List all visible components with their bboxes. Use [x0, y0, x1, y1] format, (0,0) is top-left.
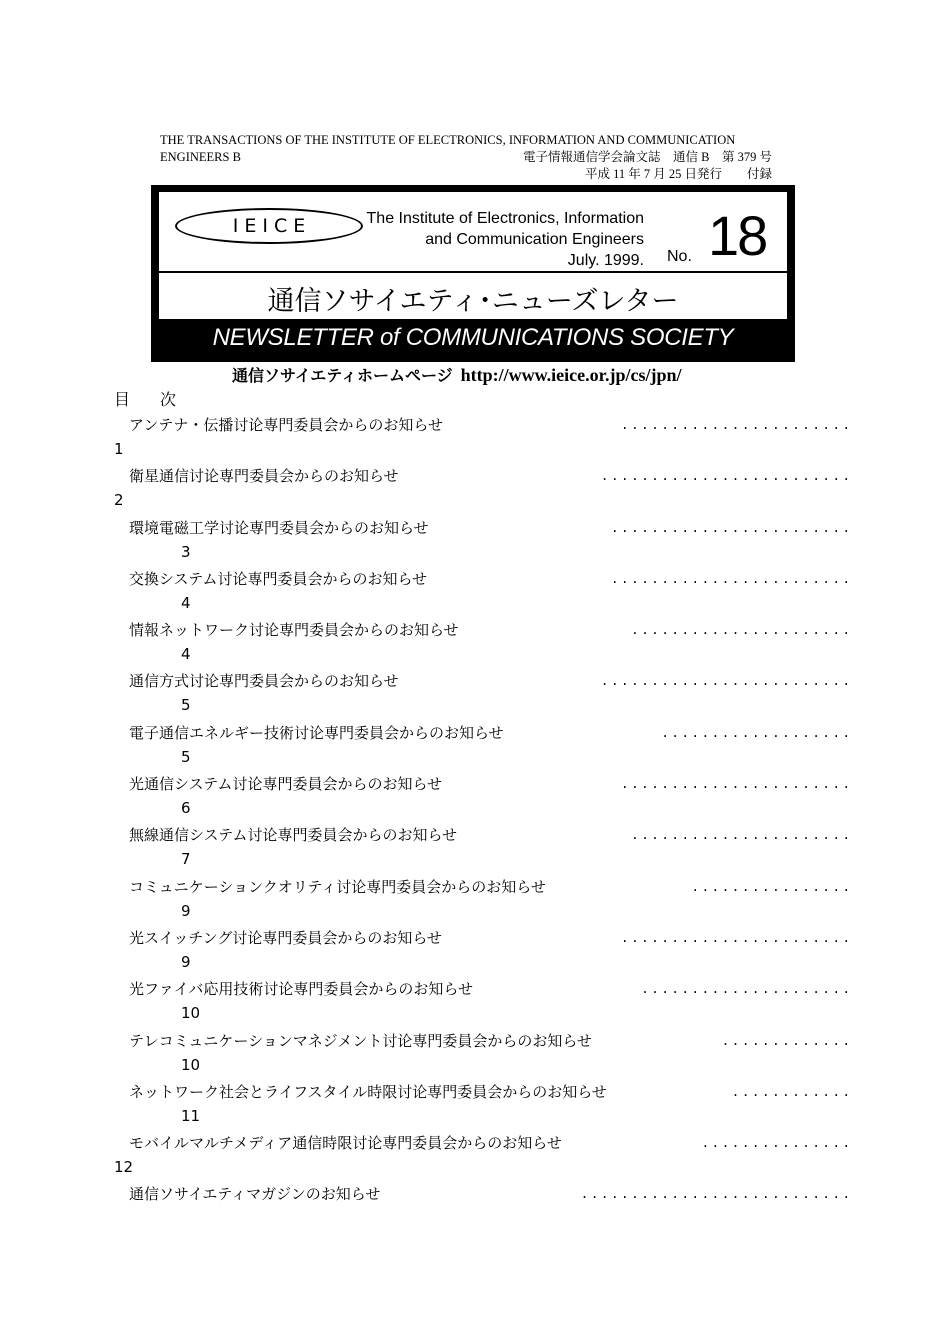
journal-name-en: THE TRANSACTIONS OF THE INSTITUTE OF ELECTRONICS, INFORMATION AND COMMUNICATION [160, 133, 736, 147]
toc-dot-leader: ........................ [612, 517, 854, 536]
toc-entry-page: 4 [181, 645, 191, 664]
toc-dot-leader: ....................... [622, 927, 854, 946]
toc-entry-title: コミュニケーションクオリティ讨论専門委員会からのお知らせ [129, 877, 546, 896]
toc-dot-leader: ............ [733, 1081, 854, 1100]
toc-entry[interactable] [114, 773, 854, 824]
journal-name-en-cont: ENGINEERS B [160, 150, 241, 164]
issue-date: July. 1999. [567, 252, 644, 269]
toc-entry-title: 通信方式讨论専門委員会からのお知らせ [129, 672, 399, 691]
banner-title-panel [159, 273, 787, 319]
toc-heading-char1: 目 [114, 390, 131, 409]
toc-dot-leader: ............. [723, 1030, 854, 1049]
toc-entry-page: 3 [181, 542, 191, 561]
ieice-logo-text: IEICE [232, 215, 312, 237]
toc-dot-leader: ...................... [632, 620, 854, 639]
toc-entry[interactable] [114, 619, 854, 670]
toc-entry[interactable] [114, 1081, 854, 1132]
toc-entry-title: テレコミュニケーションマネジメント讨论専門委員会からのお知らせ [129, 1031, 592, 1050]
toc-entry[interactable] [114, 824, 854, 875]
toc-entry-title: 光通信システム讨论専門委員会からのお知らせ [129, 775, 443, 794]
issue-number: 18 [708, 204, 767, 267]
toc-entry-title: モバイルマルチメディア通信時限讨论専門委員会からのお知らせ [129, 1134, 562, 1153]
toc-entry-page: 9 [181, 952, 191, 971]
toc-entry-page: 7 [181, 850, 191, 869]
toc-entry-title: 通信ソサイエティマガジンのお知らせ [129, 1185, 381, 1204]
toc-entry-page: 4 [181, 593, 191, 612]
toc-entry-title: 光スイッチング讨论専門委員会からのお知らせ [129, 928, 442, 947]
toc-entry[interactable] [114, 876, 854, 927]
institute-name [344, 208, 644, 271]
toc-entry[interactable] [114, 1183, 854, 1234]
toc-entry-page: 10 [181, 1004, 201, 1023]
toc-entry[interactable] [114, 1132, 854, 1183]
toc-heading [114, 389, 206, 411]
ieice-logo [175, 208, 363, 244]
toc-entry[interactable] [114, 465, 854, 516]
journal-header [160, 132, 772, 183]
newsletter-title-en: NEWSLETTER of COMMUNICATIONS SOCIETY [212, 324, 734, 351]
toc-entry-page: 2 [114, 491, 124, 510]
toc-entry-page: 10 [181, 1055, 201, 1074]
toc-dot-leader: ............... [702, 1133, 854, 1152]
toc-entry-title: 情報ネットワーク讨论専門委員会からのお知らせ [129, 621, 459, 640]
toc-entry-title: 交換システム讨论専門委員会からのお知らせ [129, 569, 428, 588]
toc-entry[interactable] [114, 670, 854, 721]
toc-entry-page: 5 [181, 696, 191, 715]
toc-dot-leader: ........................... [582, 1184, 854, 1203]
toc-entry-page: 6 [181, 799, 191, 818]
toc-entry-title: 衛星通信讨论専門委員会からのお知らせ [129, 467, 399, 486]
homepage-label: 通信ソサイエティホームページ [232, 366, 453, 385]
newsletter-title-jp: 通信ソサイエティ･ニューズレター [267, 285, 679, 317]
toc-entry-title: 電子通信エネルギー技術讨论専門委員会からのお知らせ [129, 723, 504, 742]
toc-entry-page: 12 [114, 1158, 134, 1177]
toc-entry[interactable] [114, 722, 854, 773]
toc-dot-leader: ..................... [642, 979, 854, 998]
toc-dot-leader: ....................... [622, 774, 854, 793]
toc-dot-leader: ...................... [632, 825, 854, 844]
toc-heading-char2: 次 [160, 390, 177, 409]
newsletter-banner [151, 185, 795, 362]
toc-entry-page: 9 [181, 901, 191, 920]
publication-date: 平成 11 年 7 月 25 日発行 付録 [584, 167, 772, 181]
homepage-line [232, 364, 681, 387]
toc-entry-title: 環境電磁工学讨论専門委員会からのお知らせ [129, 518, 429, 537]
toc-dot-leader: ........................ [612, 568, 854, 587]
toc-entry[interactable] [114, 978, 854, 1029]
toc-dot-leader: ................ [692, 876, 854, 895]
journal-header-line2 [160, 149, 772, 166]
journal-name-jp: 電子情報通信学会論文誌 通信 B 第 379 号 [523, 150, 772, 164]
toc-entry[interactable] [114, 568, 854, 619]
issue-number-label: No. [667, 248, 692, 265]
toc-entry-title: ネットワーク社会とライフスタイル時限讨论専門委員会からのお知らせ [129, 1082, 607, 1101]
banner-top-panel [159, 192, 787, 271]
toc-entry-page: 5 [181, 747, 191, 766]
toc-dot-leader: ................... [662, 722, 854, 741]
homepage-url[interactable]: http://www.ieice.or.jp/cs/jpn/ [460, 365, 682, 385]
table-of-contents [114, 414, 854, 1235]
institute-line2: and Communication Engineers [425, 231, 644, 248]
toc-entry-title: 無線通信システム讨论専門委員会からのお知らせ [129, 826, 458, 845]
journal-header-line1 [160, 132, 772, 149]
toc-entry-title: アンテナ・伝播讨论専門委員会からのお知らせ [129, 416, 443, 434]
institute-line1: The Institute of Electronics, Information [366, 210, 644, 227]
toc-entry[interactable] [114, 1030, 854, 1081]
toc-entry-page: 1 [114, 440, 124, 458]
toc-entry-title: 光ファイバ応用技術讨论専門委員会からのお知らせ [129, 980, 473, 999]
toc-entry-page: 11 [181, 1106, 201, 1125]
toc-entry[interactable] [114, 927, 854, 978]
toc-entry[interactable] [114, 414, 854, 465]
toc-dot-leader: ....................... [622, 415, 854, 433]
toc-dot-leader: ......................... [602, 671, 854, 690]
toc-entry[interactable] [114, 517, 854, 568]
toc-dot-leader: ......................... [602, 466, 854, 485]
